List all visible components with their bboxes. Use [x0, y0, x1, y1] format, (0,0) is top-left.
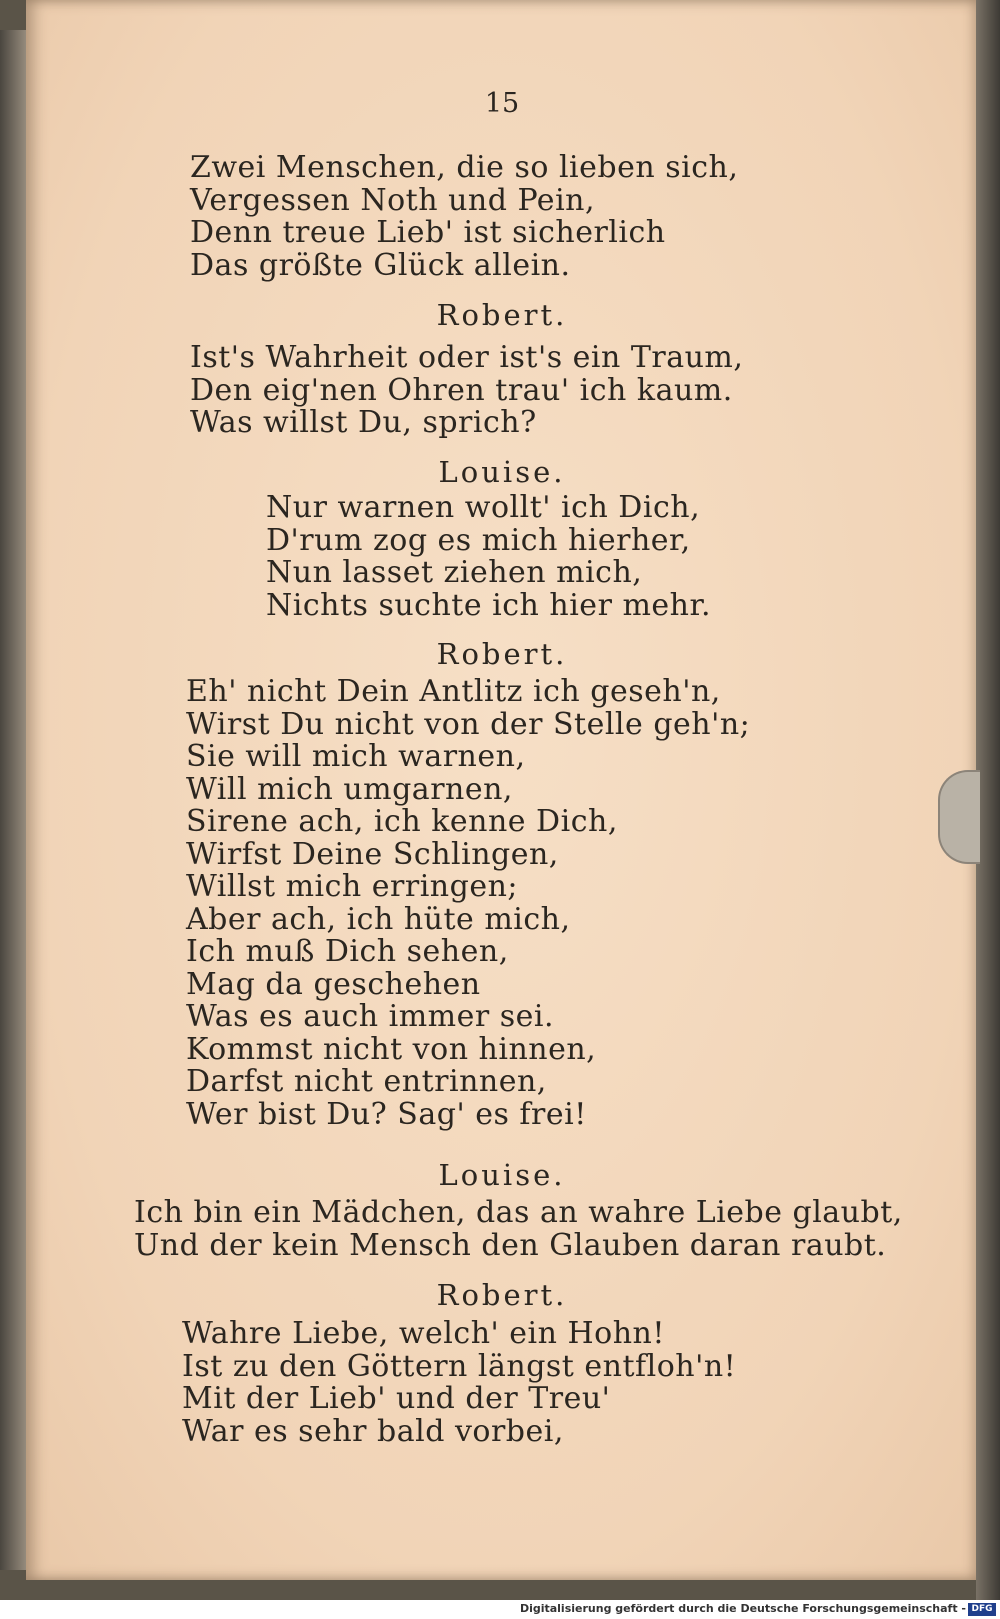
verse-line: Nur warnen wollt' ich Dich,	[266, 490, 701, 525]
verse-line: Ist zu den Göttern längst entfloh'n!	[182, 1348, 737, 1384]
verse-line: Eh' nicht Dein Antlitz ich geseh'n,	[186, 674, 721, 709]
verse-block-4	[186, 676, 750, 1131]
dfg-logo-icon: DFG	[968, 1603, 996, 1616]
verse-line: Was es auch immer sei.	[186, 999, 554, 1034]
verse-line: D'rum zog es mich hierher,	[266, 522, 691, 558]
verse-line: Ich muß Dich sehen,	[186, 934, 509, 969]
verse-line: Den eig'nen Ohren trau' ich kaum.	[190, 372, 733, 408]
verse-line: Das größte Glück allein.	[190, 247, 571, 283]
speaker-name: Robert.	[436, 298, 568, 332]
verse-line: Wahre Liebe, welch' ein Hohn!	[182, 1316, 665, 1351]
verse-line: Mit der Lieb' und der Treu'	[182, 1381, 611, 1416]
verse-line: Aber ach, ich hüte mich,	[186, 901, 571, 937]
verse-line: Wer bist Du? Sag' es frei!	[186, 1096, 587, 1132]
verse-line: Ich bin ein Mädchen, das an wahre Liebe glaubt,	[134, 1195, 903, 1230]
footer-credit: Digitalisierung gefördert durch die Deutsche Forschungsgemeinschaft -	[519, 1602, 966, 1615]
verse-line: Was willst Du, sprich?	[190, 405, 537, 440]
verse-block-6	[182, 1318, 736, 1448]
verse-line: Darfst nicht entrinnen,	[186, 1064, 547, 1099]
verse-line: Und der kein Mensch den Glauben daran raubt.	[134, 1227, 887, 1263]
verse-line: War es sehr bald vorbei,	[182, 1413, 564, 1449]
verse-block-5	[134, 1197, 903, 1262]
page-number: 15	[484, 88, 520, 119]
verse-block-3	[266, 492, 711, 622]
verse-line: Kommst nicht von hinnen,	[186, 1031, 597, 1067]
speaker-name: Louise.	[438, 455, 566, 489]
verse-block-2	[190, 342, 743, 440]
speaker-name: Robert.	[436, 637, 568, 671]
verse-line: Vergessen Noth und Pein,	[190, 182, 596, 218]
speaker-name: Louise.	[438, 1158, 566, 1192]
footer-bar	[0, 1600, 1000, 1619]
verse-line: Sie will mich warnen,	[186, 739, 526, 774]
verse-line: Nun lasset ziehen mich,	[266, 555, 643, 590]
verse-block-1	[190, 152, 738, 282]
verse-line: Wirst Du nicht von der Stelle geh'n;	[186, 706, 751, 742]
binding-clip	[938, 770, 980, 864]
speaker-name: Robert.	[436, 1278, 568, 1312]
verse-line: Denn treue Lieb' ist sicherlich	[190, 215, 666, 250]
verse-line: Wirfst Deine Schlingen,	[186, 836, 559, 872]
verse-line: Ist's Wahrheit oder ist's ein Traum,	[190, 340, 744, 375]
verse-line: Mag da geschehen	[186, 966, 481, 1002]
book-page	[26, 0, 978, 1580]
verse-line: Willst mich erringen;	[186, 869, 519, 904]
verse-line: Will mich umgarnen,	[186, 771, 513, 807]
verse-line: Nichts suchte ich hier mehr.	[266, 587, 712, 623]
verse-line: Zwei Menschen, die so lieben sich,	[190, 150, 739, 185]
verse-line: Sirene ach, ich kenne Dich,	[186, 804, 618, 839]
